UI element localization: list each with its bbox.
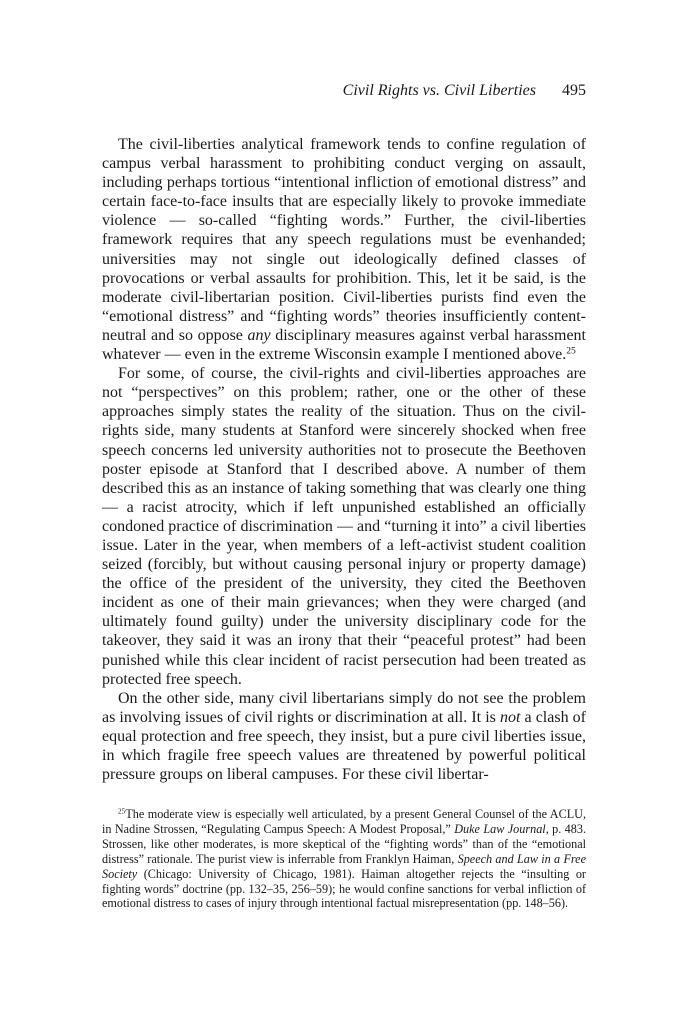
footnote-text-1: The moderate view is especially well articulated, by a present General Counsel of the ACLU, in Nadine Strossen, “Regulating Campus Speech: A Modest Proposal,” — [102, 807, 586, 836]
footnote-text-3: (Chicago: University of Chicago, 1981). Haiman altogether rejects the “insulting or fighting words” doctrine (pp. 132–35, 256–59); he would confine sanctions for verbal infliction of emotional distress to cases of injury through intentional factual misrepresentation (pp. 148–56). — [102, 866, 586, 911]
body-text — [102, 135, 586, 784]
footnote-text-2: , p. 483. Strossen, like other moderates, is more skeptical of the “fighting words” than of the “emotional distress” rationale. The purist view is inferrable from Franklyn Haiman, — [102, 821, 587, 866]
footnote-reference: 25 — [566, 345, 576, 357]
paragraph-3 — [102, 689, 586, 784]
paragraph-3-text-a: On the other side, many civil libertarians simply do not see the problem as involving issues of civil rights or discrimination at all. It is — [102, 689, 586, 726]
running-head — [102, 80, 586, 102]
paragraph-1-emphasis: any — [247, 326, 271, 344]
footnotes — [102, 807, 586, 911]
paragraph-1-text-b: disciplinary measures against verbal harassment whatever — even in the extreme Wisconsin example I mentioned above. — [102, 326, 587, 364]
page-number: 495 — [562, 82, 586, 99]
paragraph-3-text-b: a clash of equal protection and free speech, they insist, but a pure civil liberties issue, in which fragile free speech values are threatened by powerful political pressure groups on liberal campuses. For these civil libertar- — [102, 708, 587, 784]
paragraph-1 — [102, 135, 586, 364]
footnote-book-title: Speech and Law in a Free Society — [102, 851, 587, 881]
paragraph-3-emphasis: not — [499, 708, 521, 726]
running-title: Civil Rights vs. Civil Liberties — [342, 82, 536, 99]
paragraph-1-text-a: The civil-liberties analytical framework tends to confine regulation of campus verbal harassment to prohibiting conduct verging on assault, including perhaps tortious “intentional infliction of emotional distress” and certain face-to-face insults that are especially likely to provoke immediate violence — so-called “fighting words.” Further, the civil-liberties framework requires that any speech regulations must be evenhanded; universities may not single out ideologically defined classes of provocations or verbal assaults for prohibition. This, let it be said, is the moderate civil-libertarian position. Civil-liberties purists find even the “emotional distress” and “fighting words” theories insufficiently content-neutral and so oppose — [102, 136, 586, 344]
footnote-25 — [102, 807, 586, 911]
footnote-number: 25 — [118, 806, 126, 816]
footnote-journal-title: Duke Law Journal — [454, 821, 546, 836]
paragraph-2: For some, of course, the civil-rights and civil-liberties approaches are not “perspectives” on this problem; rather, one or the other of these approaches simply states the reality of the situation. Thus on the civil-rights side, many students at Stanford were sincerely shocked when free speech concerns led university authorities not to prosecute the Beethoven poster episode at Stanford that I described above. A number of them described this as an instance of taking something that was clearly one thing — a racist atrocity, which if left unpunished established an officially condoned practice of discrimination — and “turning it into” a civil liberties issue. Later in the year, when members of a left-activist student coalition seized (forcibly, but without causing personal injury or property damage) the office of the president of the university, they cited the Beethoven incident as one of their main grievances; when they were charged (and ultimately found guilty) under the university disciplinary code for the takeover, they said it was an irony that their “peaceful protest” had been punished while this clear incident of racist persecution had been treated as protected free speech. — [102, 365, 586, 688]
